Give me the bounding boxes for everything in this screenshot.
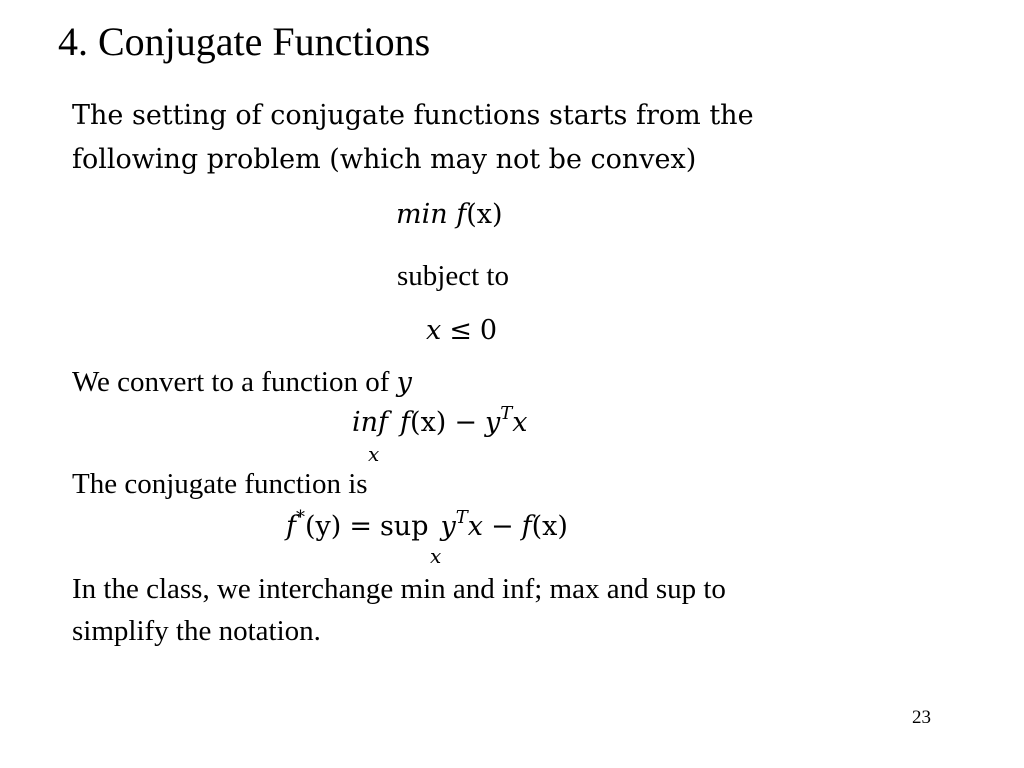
lagrangian-equation [352,403,528,440]
original-argument: (x) [531,511,568,542]
constraint-variable: x [426,315,442,346]
min-operator: min [396,199,448,230]
constraint-equation [426,314,497,348]
convert-text: We convert to a function of [72,366,390,398]
supremum-operator: sup [379,511,429,542]
conjugate-function: f [286,511,296,542]
conjugate-primal-variable: x [467,511,483,542]
less-equal-symbol: ≤ [449,315,472,346]
star-superscript: * [296,507,305,528]
conjugate-dual-variable: y [440,511,456,542]
intro-text [72,94,754,182]
primal-variable: x [512,407,528,438]
supremum-subscript: x [430,544,442,568]
slide-title: 4. Conjugate Functions [58,19,431,64]
convert-variable: y [396,367,412,398]
transpose-superscript: T [500,403,513,424]
page-number: 23 [912,707,931,728]
conjugate-label: The conjugate function is [72,468,368,500]
intro-line-2: following problem (which may not be convex) [72,144,697,175]
infimum-operator: inf [352,407,389,438]
lagrangian-function: f [400,407,411,438]
original-function: f [521,511,532,542]
equals-symbol: = [349,511,372,542]
constraint-bound: 0 [479,315,498,346]
intro-line-1: The setting of conjugate functions starts from the [72,100,754,131]
conjugate-argument: (y) [305,511,342,542]
lagrangian-argument: (x) [410,407,447,438]
note-line-1: In the class, we interchange min and inf; max and sup to [72,573,726,605]
objective-argument: (x) [466,199,503,230]
conjugate-transpose-superscript: T [455,507,468,528]
conjugate-equation [286,507,568,544]
note-text [72,568,726,652]
minus-symbol: − [454,407,477,438]
infimum-subscript: x [368,442,380,466]
conjugate-minus-symbol: − [491,511,514,542]
objective-equation [396,198,503,232]
subject-to-label: subject to [397,260,509,292]
dual-variable: y [484,407,501,438]
note-line-2: simplify the notation. [72,615,321,647]
convert-sentence [72,364,412,400]
objective-function: f [456,199,467,230]
